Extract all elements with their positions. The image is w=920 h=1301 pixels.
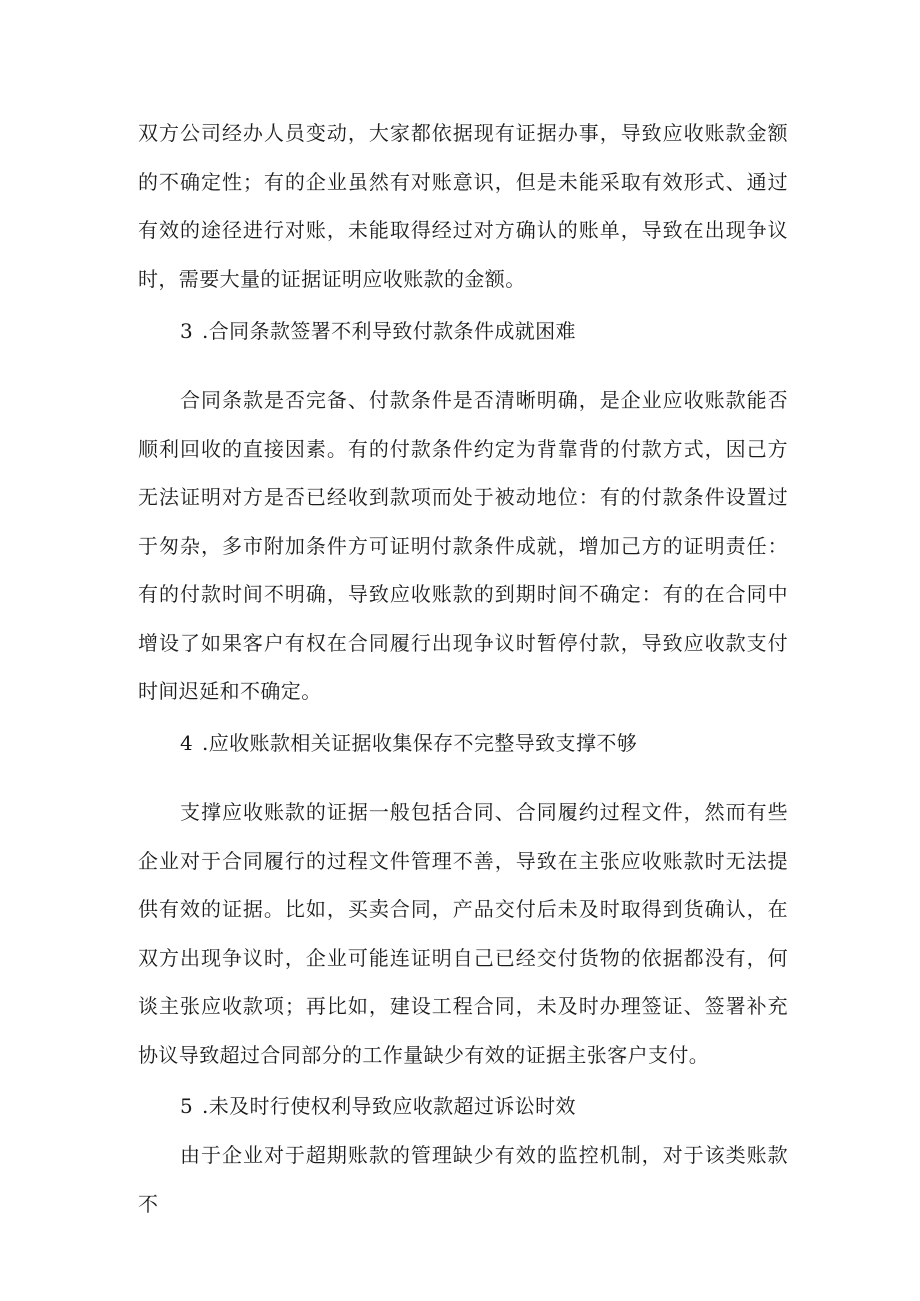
section-number: 3 xyxy=(180,319,194,343)
section-heading-5 xyxy=(180,1091,576,1121)
section-title: .未及时行使权利导致应收款超过诉讼时效 xyxy=(202,1094,576,1118)
paragraph-continued: 双方公司经办人员变动，大家都依据现有证据办事，导致应收账款金额的不确定性；有的企业虽然有对账意识，但是未能采取有效形式、通过有效的途径进行对账，未能取得经过对方确认的账单，导致在出现争议时，需要大量的证据证明应收账款的金额。 xyxy=(138,121,788,291)
section-heading-4 xyxy=(180,728,637,758)
section-title: .合同条款签署不利导致付款条件成就困难 xyxy=(202,319,576,343)
section-heading-3 xyxy=(180,316,576,346)
section-number: 5 xyxy=(180,1094,194,1118)
section-number: 4 xyxy=(180,731,194,755)
paragraph-statute-limitations: 由于企业对于超期账款的管理缺少有效的监控机制，对于该类账款不 xyxy=(138,1143,788,1216)
section-title: .应收账款相关证据收集保存不完整导致支撑不够 xyxy=(202,731,638,755)
paragraph-contract-terms: 合同条款是否完备、付款条件是否清晰明确，是企业应收账款能否顺利回收的直接因素。有的付款条件约定为背靠背的付款方式，因己方无法证明对方是否已经收到款项而处于被动地位：有的付款条件设置过于匆杂，多市附加条件方可证明付款条件成就，增加己方的证明责任：有的付款时间不明确，导致应收账款的到期时间不确定：有的在合同中增设了如果客户有权在合同履行出现争议时暂停付款，导致应收款支付时间迟延和不确定。 xyxy=(138,388,788,703)
paragraph-evidence: 支撑应收账款的证据一般包括合同、合同履约过程文件，然而有些企业对于合同履行的过程文件管理不善，导致在主张应收账款时无法提供有效的证据。比如，买卖合同，产品交付后未及时取得到货确认，在双方出现争议时，企业可能连证明自己已经交付货物的依据都没有，何谈主张应收款项；再比如，建设工程合同，未及时办理签证、签署补充协议导致超过合同部分的工作量缺少有效的证据主张客户支付。 xyxy=(138,800,788,1067)
